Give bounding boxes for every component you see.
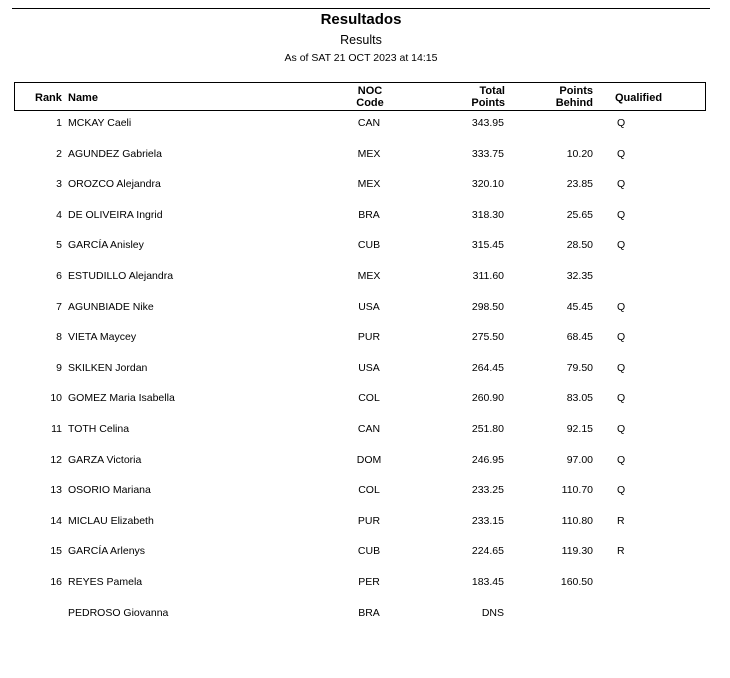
total-points-cell: 333.75 <box>471 147 504 160</box>
column-header-noc-code <box>355 85 385 109</box>
name-cell: GARCÍA Arlenys <box>68 545 146 558</box>
points-behind-cell: 79.50 <box>566 361 593 374</box>
noc-code-cell: PER <box>358 575 380 588</box>
points-behind-cell: 97.00 <box>566 453 593 466</box>
name-cell: AGUNBIADE Nike <box>68 300 154 313</box>
qualified-cell: Q <box>617 117 626 129</box>
total-points-cell: 224.65 <box>471 545 504 558</box>
points-behind-cell: 25.65 <box>566 208 593 221</box>
name-cell: MCKAY Caeli <box>68 117 132 129</box>
noc-code-cell: BRA <box>358 606 380 619</box>
name-cell: GOMEZ Maria Isabella <box>68 392 175 405</box>
qualified-cell: Q <box>617 331 626 344</box>
results-table-body <box>0 113 730 633</box>
table-row <box>0 603 730 634</box>
points-behind-cell: 23.85 <box>566 178 593 191</box>
rank-cell: 16 <box>50 575 62 588</box>
total-points-cell: 233.25 <box>471 484 504 497</box>
noc-code-cell: CUB <box>357 239 381 252</box>
qualified-cell: Q <box>617 147 626 160</box>
points-behind-cell: 10.20 <box>566 147 593 160</box>
points-behind-cell: 83.05 <box>566 392 593 405</box>
rank-cell: 14 <box>50 514 62 527</box>
noc-code-cell: PUR <box>357 331 381 344</box>
name-cell: MICLAU Elizabeth <box>68 514 154 527</box>
column-header-qualified: Qualified <box>615 92 663 104</box>
table-row <box>0 388 730 419</box>
rank-cell: 3 <box>56 178 62 191</box>
page-subtitle: Results <box>340 33 382 47</box>
total-points-cell: 311.60 <box>472 269 504 282</box>
table-row <box>0 419 730 450</box>
points-behind-cell: 110.80 <box>561 514 593 527</box>
name-cell: VIETA Maycey <box>68 331 137 344</box>
noc-code-cell: MEX <box>357 269 381 282</box>
column-header-behind-line2: Behind <box>555 97 593 109</box>
noc-code-cell: BRA <box>358 208 380 221</box>
total-points-cell: 315.45 <box>471 239 504 252</box>
points-behind-cell: 68.45 <box>566 331 593 344</box>
name-cell: GARZA Victoria <box>68 453 142 466</box>
qualified-cell: Q <box>617 422 626 435</box>
table-row <box>0 297 730 328</box>
rank-cell: 8 <box>56 331 62 344</box>
rank-cell: 15 <box>50 545 62 558</box>
table-row <box>0 450 730 481</box>
qualified-cell: Q <box>617 361 626 374</box>
qualified-cell: R <box>617 545 625 558</box>
column-header-total-line2: Points <box>471 97 505 109</box>
noc-code-cell: USA <box>358 300 380 313</box>
total-points-cell: 233.15 <box>471 514 504 527</box>
qualified-cell: Q <box>617 392 626 405</box>
top-rule <box>12 8 710 9</box>
table-row <box>0 235 730 266</box>
noc-code-cell: DOM <box>356 453 382 466</box>
total-points-cell: 298.50 <box>471 300 504 313</box>
qualified-cell: R <box>617 514 625 527</box>
column-header-rank: Rank <box>35 92 62 104</box>
table-row <box>0 205 730 236</box>
column-header-noc-line2: Code <box>356 97 384 109</box>
column-header-points-behind <box>530 85 593 109</box>
column-header-name: Name <box>68 92 98 104</box>
table-row <box>0 511 730 542</box>
points-behind-cell: 32.35 <box>566 269 593 282</box>
as-of-timestamp: As of SAT 21 OCT 2023 at 14:15 <box>284 52 438 64</box>
total-points-cell: 320.10 <box>471 178 504 191</box>
total-points-cell: 343.95 <box>471 117 504 129</box>
noc-code-cell: PUR <box>357 514 381 527</box>
total-points-cell: 275.50 <box>471 331 504 344</box>
rank-cell: 10 <box>50 392 62 405</box>
table-row <box>0 480 730 511</box>
rank-cell: 6 <box>56 269 62 282</box>
rank-cell: 1 <box>56 117 62 129</box>
noc-code-cell: MEX <box>357 147 381 160</box>
noc-code-cell: CUB <box>357 545 381 558</box>
rank-cell: 11 <box>51 422 62 435</box>
noc-code-cell: COL <box>358 484 380 497</box>
name-cell: OSORIO Mariana <box>68 484 151 497</box>
column-header-noc-line1: NOC <box>357 85 383 97</box>
table-row <box>0 174 730 205</box>
table-row <box>0 358 730 389</box>
table-row <box>0 266 730 297</box>
table-row <box>0 144 730 175</box>
qualified-cell: Q <box>617 453 626 466</box>
rank-cell: 7 <box>56 300 62 313</box>
noc-code-cell: USA <box>358 361 380 374</box>
column-header-total-line1: Total <box>479 85 505 97</box>
page-title: Resultados <box>320 11 402 28</box>
noc-code-cell: MEX <box>357 178 381 191</box>
name-cell: OROZCO Alejandra <box>68 178 161 191</box>
table-row <box>0 327 730 358</box>
name-cell: PEDROSO Giovanna <box>68 606 169 619</box>
name-cell: DE OLIVEIRA Ingrid <box>68 208 163 221</box>
rank-cell: 12 <box>50 453 62 466</box>
rank-cell: 4 <box>56 208 62 221</box>
noc-code-cell: CAN <box>357 422 381 435</box>
total-points-cell: 264.45 <box>471 361 504 374</box>
points-behind-cell: 45.45 <box>566 300 593 313</box>
rank-cell: 9 <box>56 361 62 374</box>
noc-code-cell: COL <box>358 392 380 405</box>
total-points-cell: 246.95 <box>471 453 504 466</box>
table-row <box>0 113 730 144</box>
points-behind-cell: 28.50 <box>566 239 593 252</box>
qualified-cell: Q <box>617 239 626 252</box>
results-table-header <box>14 82 706 111</box>
rank-cell: 13 <box>50 484 62 497</box>
total-points-cell: 260.90 <box>471 392 504 405</box>
points-behind-cell: 119.30 <box>561 545 593 558</box>
column-header-total-points <box>445 85 505 109</box>
name-cell: SKILKEN Jordan <box>68 361 148 374</box>
name-cell: REYES Pamela <box>68 575 143 588</box>
qualified-cell: Q <box>617 208 626 221</box>
total-points-cell: DNS <box>481 606 504 619</box>
total-points-cell: 251.80 <box>471 422 504 435</box>
points-behind-cell: 92.15 <box>566 422 593 435</box>
name-cell: ESTUDILLO Alejandra <box>68 269 174 282</box>
points-behind-cell: 110.70 <box>561 484 593 497</box>
rank-cell: 2 <box>56 147 62 160</box>
name-cell: GARCÍA Anisley <box>68 239 144 252</box>
name-cell: TOTH Celina <box>68 422 130 435</box>
column-header-behind-line1: Points <box>559 85 593 97</box>
qualified-cell: Q <box>617 300 626 313</box>
name-cell: AGUNDEZ Gabriela <box>68 147 162 160</box>
qualified-cell: Q <box>617 178 626 191</box>
total-points-cell: 318.30 <box>471 208 504 221</box>
total-points-cell: 183.45 <box>471 575 504 588</box>
qualified-cell: Q <box>617 484 626 497</box>
table-row <box>0 541 730 572</box>
rank-cell: 5 <box>56 239 62 252</box>
noc-code-cell: CAN <box>357 117 381 129</box>
table-row <box>0 572 730 603</box>
points-behind-cell: 160.50 <box>560 575 593 588</box>
